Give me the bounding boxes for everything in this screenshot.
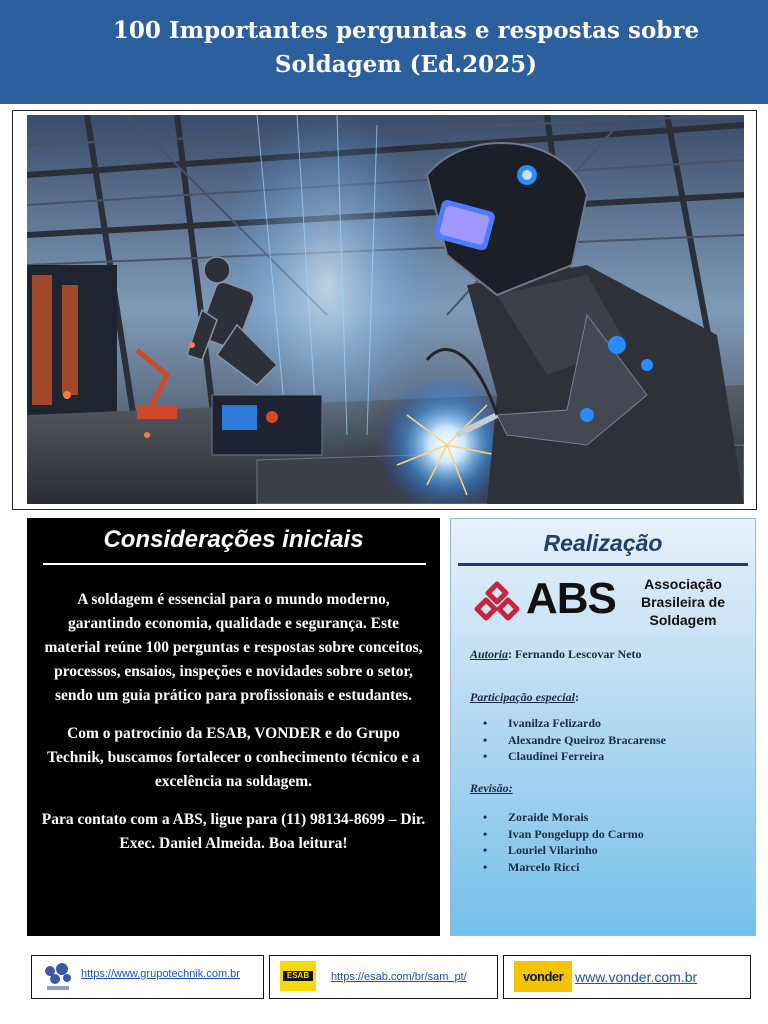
credits-panel [450, 518, 756, 936]
list-item: • Ivan Pongelupp do Carmo [483, 826, 644, 843]
esab-link[interactable]: https://esab.com/br/sam_pt/ [331, 971, 467, 983]
vonder-logo-icon [514, 961, 572, 992]
list-item: • Alexandre Queiroz Bracarense [483, 732, 666, 749]
intro-panel [27, 518, 440, 936]
list-item: • Ivanilza Felizardo [483, 715, 666, 732]
special-list [483, 715, 666, 765]
intro-body [41, 588, 426, 870]
list-item: • Marcelo Ricci [483, 859, 644, 876]
sponsor-technik [31, 955, 264, 999]
technik-link[interactable]: https://www.grupotechnik.com.br [81, 968, 240, 980]
intro-paragraph-2: Com o patrocínio da ESAB, VONDER e do Grupo Technik, buscamos fortalecer o conhecimento técnico e a excelência na soldagem. [47, 725, 420, 790]
vonder-link[interactable]: www.vonder.com.br [575, 969, 698, 985]
special-line: Participação especial: [470, 690, 579, 704]
author-line: Autoria: Fernando Lescovar Neto [470, 647, 642, 661]
org-name: Associação Brasileira de Soldagem [640, 576, 726, 628]
list-item: • Claudinei Ferreira [483, 748, 666, 765]
esab-logo-text: ESAB [283, 971, 313, 981]
special-label: Participação especial [470, 690, 575, 704]
review-label: Revisão: [470, 781, 513, 795]
technik-logo-icon [41, 961, 75, 992]
hero-frame [12, 110, 757, 510]
abs-logo-icon [473, 581, 521, 623]
intro-heading: Considerações iniciais [103, 526, 364, 553]
review-line [470, 781, 513, 796]
intro-paragraph-1: A soldagem é essencial para o mundo moderno, garantindo economia, qualidade e segurança. Este material reúne 100 perguntas e respostas sobre conceitos, processos, ensaios, inspeções e novidades sobre o setor, sendo um guia prático para profissionais e estudantes. [44, 591, 423, 704]
abs-logo-text: ABS [526, 574, 616, 623]
page-title: 100 Importantes perguntas e respostas sobre Soldagem (Ed.2025) [112, 17, 700, 78]
sponsor-vonder [503, 955, 751, 999]
credits-divider [458, 563, 748, 566]
header-banner [0, 0, 768, 104]
intro-divider [43, 563, 426, 565]
credits-heading: Realização [543, 530, 663, 556]
vonder-logo-text: vonder [522, 969, 564, 984]
sponsor-esab [269, 955, 498, 999]
hero-illustration [27, 115, 744, 504]
list-item: • Zoraide Morais [483, 809, 644, 826]
author-label: Autoria [470, 647, 509, 661]
author-name: Fernando Lescovar Neto [515, 647, 642, 661]
intro-paragraph-3: Para contato com a ABS, ligue para (11) 98134-8699 – Dir. Exec. Daniel Almeida. Boa leitura! [41, 811, 426, 852]
esab-logo-icon [280, 961, 316, 991]
review-list [483, 809, 644, 875]
list-item: • Louriel Vilarinho [483, 842, 644, 859]
